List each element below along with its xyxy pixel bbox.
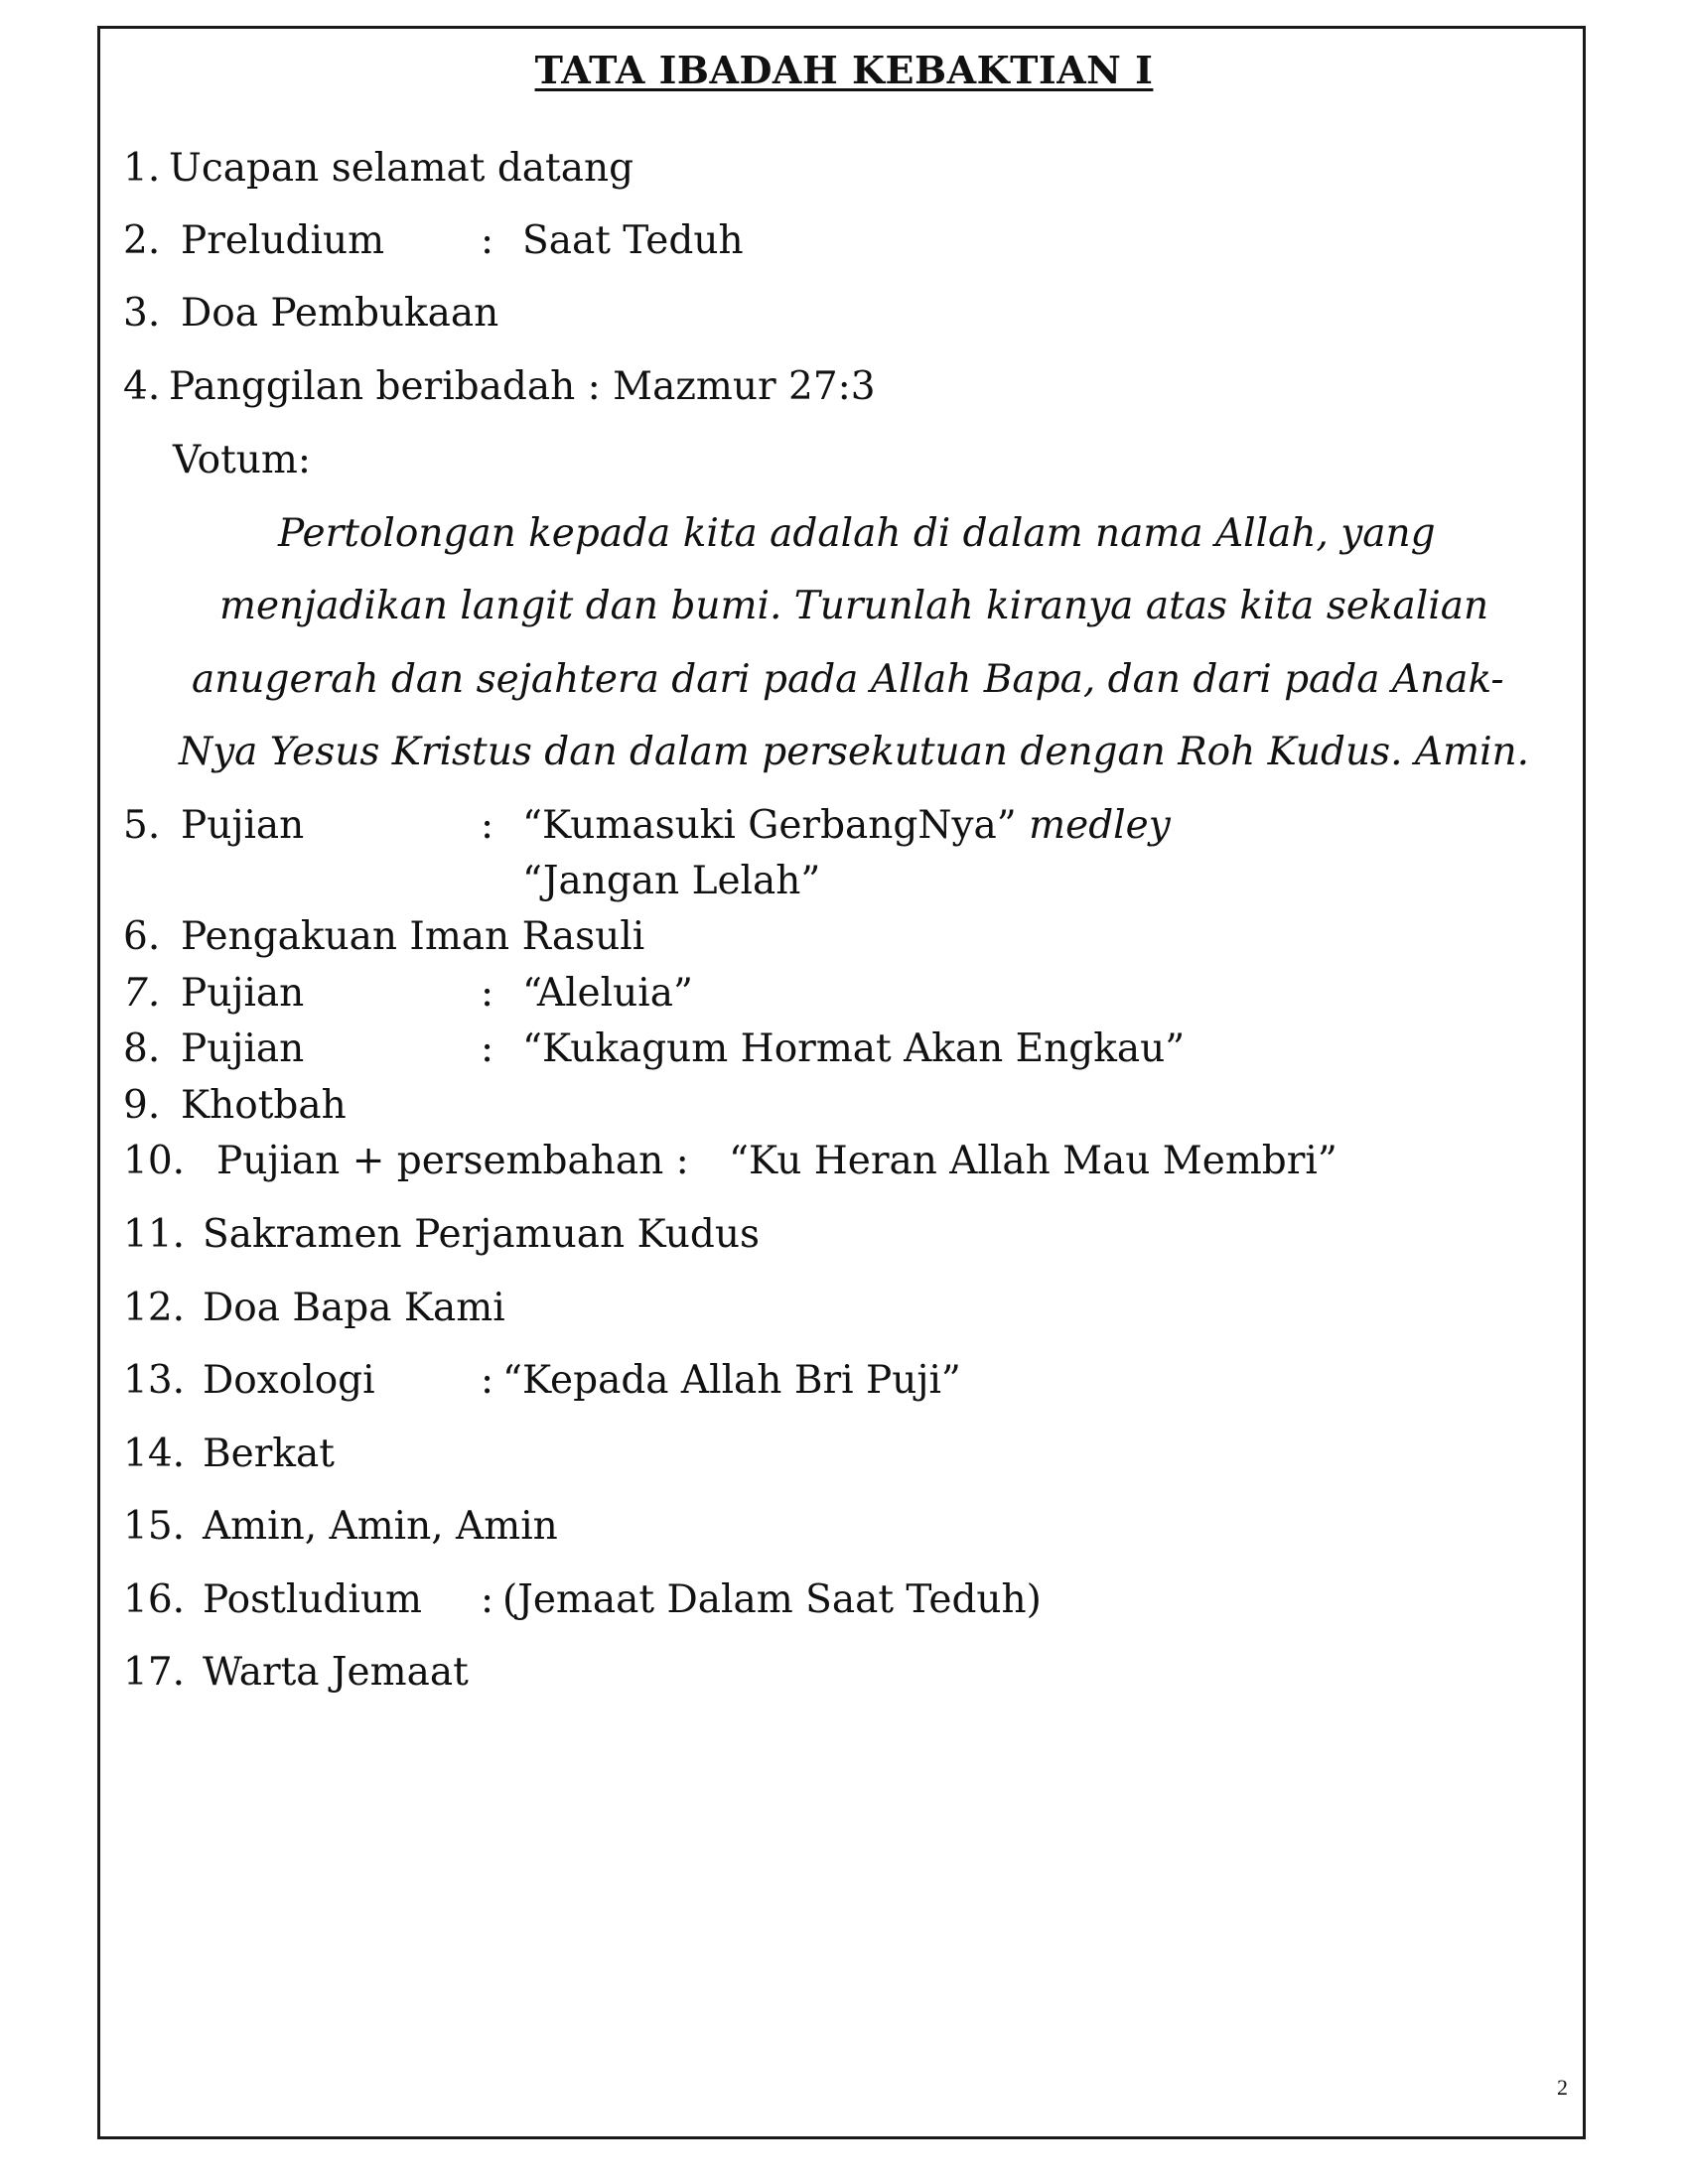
item-number: 15. bbox=[123, 1504, 186, 1549]
item-separator: : bbox=[481, 218, 494, 263]
document-title: TATA IBADAH KEBAKTIAN I bbox=[534, 48, 1154, 92]
item-label: Ucapan selamat datang bbox=[169, 146, 634, 191]
item-value: “Kukagum Hormat Akan Engkau” bbox=[522, 1026, 1186, 1071]
item-label: Berkat bbox=[203, 1432, 335, 1476]
item-label: Doa Pembukaan bbox=[181, 291, 499, 336]
item-number: 9. bbox=[123, 1083, 161, 1128]
item-label: Preludium bbox=[181, 218, 385, 263]
item-label: Doa Bapa Kami bbox=[203, 1286, 505, 1330]
item-number: 1. bbox=[123, 146, 161, 191]
item-number: 16. bbox=[123, 1577, 186, 1622]
item-number: 13. bbox=[123, 1358, 186, 1403]
item-separator: : bbox=[481, 803, 494, 848]
item-label: Panggilan beribadah : Mazmur 27:3 bbox=[169, 364, 876, 409]
item-label: Pujian bbox=[181, 803, 305, 848]
item-label: Amin, Amin, Amin bbox=[203, 1504, 558, 1549]
item-value: Saat Teduh bbox=[522, 218, 744, 263]
item-label: Warta Jemaat bbox=[203, 1650, 469, 1695]
item-label: Sakramen Perjamuan Kudus bbox=[203, 1212, 760, 1257]
votum-label: Votum: bbox=[173, 438, 311, 482]
item-label: Pujian bbox=[181, 1026, 305, 1071]
list-item-continuation bbox=[522, 859, 821, 903]
item-label: Pengakuan Iman Rasuli bbox=[181, 914, 645, 959]
item-number: 2. bbox=[123, 218, 161, 263]
item-number: 10. bbox=[123, 1139, 186, 1183]
item-label: Pujian bbox=[181, 971, 305, 1016]
item-number: 8. bbox=[123, 1026, 161, 1071]
item-value: “Aleluia” bbox=[522, 971, 693, 1016]
page-number: 2 bbox=[1557, 2075, 1568, 2100]
item-value: “Ku Heran Allah Mau Membri” bbox=[729, 1139, 1337, 1183]
item-number: 3. bbox=[123, 291, 161, 336]
votum-line: Pertolongan kepada kita adalah di dalam nama Allah, yang bbox=[278, 511, 1436, 556]
item-value: “Jangan Lelah” bbox=[522, 859, 821, 903]
item-separator: : bbox=[481, 1026, 494, 1071]
item-label: Khotbah bbox=[181, 1083, 347, 1128]
item-label: Postludium bbox=[203, 1577, 422, 1622]
item-value: “Kumasuki GerbangNya” bbox=[522, 803, 1017, 848]
item-separator: : bbox=[481, 971, 494, 1016]
item-number: 5. bbox=[123, 803, 161, 848]
item-number: 11. bbox=[123, 1212, 186, 1257]
item-value: “Kepada Allah Bri Puji” bbox=[502, 1358, 961, 1403]
item-value: (Jemaat Dalam Saat Teduh) bbox=[502, 1577, 1042, 1622]
item-label: Doxologi bbox=[203, 1358, 375, 1403]
votum-line: anugerah dan sejahtera dari pada Allah Bapa, dan dari pada Anak- bbox=[192, 657, 1504, 702]
item-separator: : bbox=[481, 1577, 494, 1622]
item-number: 4. bbox=[123, 364, 161, 409]
item-number: 17. bbox=[123, 1650, 186, 1695]
votum-line: Nya Yesus Kristus dan dalam persekutuan dengan Roh Kudus. Amin. bbox=[179, 730, 1530, 774]
item-number: 6. bbox=[123, 914, 161, 959]
item-separator: : bbox=[481, 1358, 494, 1403]
item-number: 14. bbox=[123, 1432, 186, 1476]
item-value-italic: medley bbox=[1029, 803, 1171, 848]
item-number: 12. bbox=[123, 1286, 186, 1330]
item-number: 7. bbox=[123, 971, 161, 1016]
votum-line: menjadikan langit dan bumi. Turunlah kiranya atas kita sekalian bbox=[219, 584, 1489, 628]
item-label: Pujian + persembahan : bbox=[216, 1139, 689, 1183]
item-value-group bbox=[522, 803, 1171, 848]
